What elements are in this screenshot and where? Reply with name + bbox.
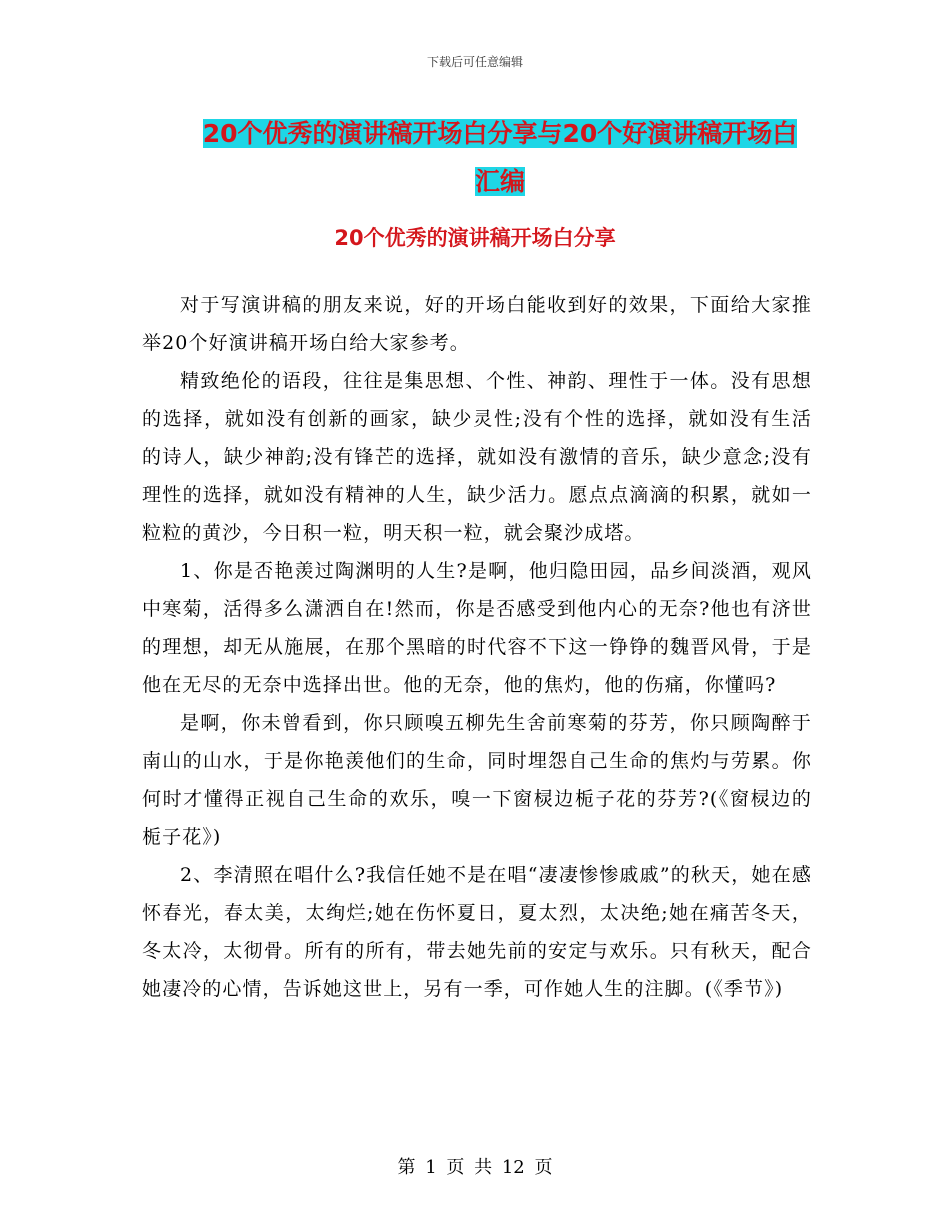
paragraph-preface: 精致绝伦的语段，往往是集思想、个性、神韵、理性于一体。没有思想的选择，就如没有创新的画家，缺少灵性;没有个性的选择，就如没有生活的诗人，缺少神韵;没有锋芒的选择，就如没有激情的音乐，缺少意念;没有理性的选择，就如没有精神的人生，缺少活力。愿点点滴滴的积累，就如一粒粒的黄沙，今日积一粒，明天积一粒，就会聚沙成塔。 — [142, 370, 812, 544]
body-text — [142, 286, 812, 1008]
paragraph-example-1-cont: 是啊，你未曾看到，你只顾嗅五柳先生舍前寒菊的芬芳，你只顾陶醉于南山的山水，于是你艳羡他们的生命，同时埋怨自己生命的焦灼与劳累。你何时才懂得正视自己生命的欢乐，嗅一下窗棂边栀子花的芬芳?(《窗棂边的栀子花》) — [142, 712, 812, 848]
document-title-line-2: 汇编 — [474, 167, 525, 196]
page-footer: 第 1 页 共 12 页 — [397, 1157, 553, 1178]
header-note: 下载后可任意编辑 — [426, 55, 523, 69]
paragraph-example-1: 1、你是否艳羡过陶渊明的人生?是啊，他归隐田园，品乡间淡酒，观风中寒菊，活得多么潇洒自在!然而，你是否感受到他内心的无奈?他也有济世的理想，却无从施展，在那个黑暗的时代容不下这一铮铮的魏晋风骨，于是他在无尽的无奈中选择出世。他的无奈，他的焦灼，他的伤痛，你懂吗? — [142, 560, 812, 696]
paragraph-example-2: 2、李清照在唱什么?我信任她不是在唱“凄凄惨惨戚戚”的秋天，她在感怀春光，春太美，太绚烂;她在伤怀夏日，夏太烈，太决绝;她在痛苦冬天，冬太冷，太彻骨。所有的所有，带去她先前的安定与欢乐。只有秋天，配合她凄冷的心情，告诉她这世上，另有一季，可作她人生的注脚。(《季节》) — [142, 864, 812, 1000]
section-heading: 20个优秀的演讲稿开场白分享 — [334, 226, 616, 250]
paragraph-intro: 对于写演讲稿的朋友来说，好的开场白能收到好的效果，下面给大家推举20个好演讲稿开场白给大家参考。 — [142, 294, 812, 354]
document-title — [150, 110, 850, 206]
document-title-line-1: 20个优秀的演讲稿开场白分享与20个好演讲稿开场白 — [202, 119, 798, 148]
